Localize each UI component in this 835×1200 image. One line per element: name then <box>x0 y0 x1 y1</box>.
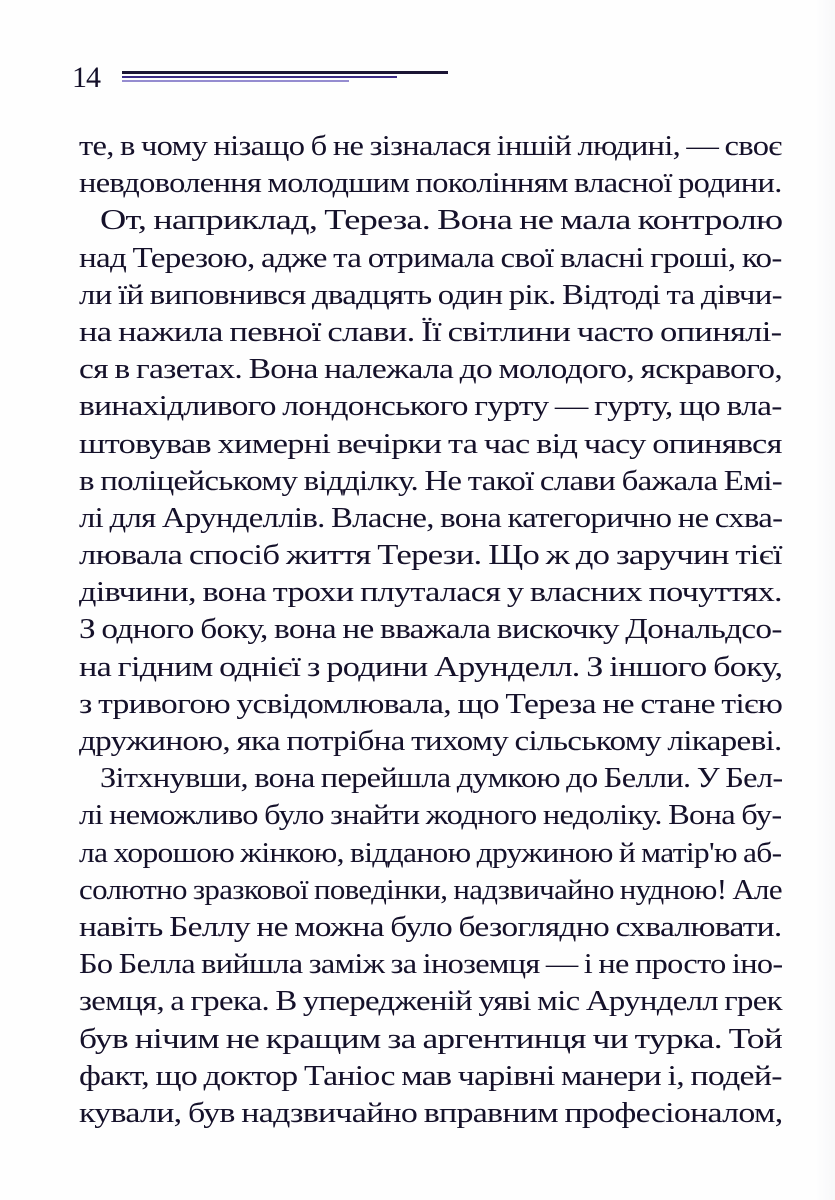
text-line: дружиною, яка потрібна тихому сільському лікареві. <box>79 726 782 757</box>
text-line: на нажила певної слави. Її світлини часто опинялі- <box>79 316 782 348</box>
text-line: лі неможливо було знайти жодного недоліку. Вона бу- <box>79 800 782 832</box>
text-line: винахідливого лондонського гурту — гурту, що вла- <box>79 391 782 423</box>
text-line: в поліцейському відділку. Не такої слави бажала Емі- <box>79 465 783 497</box>
text-line: Зітхнувши, вона перейшла думкою до Белли. У Бел- <box>100 763 783 795</box>
text-line: ла хорошою жінкою, відданою дружиною й матір'ю аб- <box>79 837 782 869</box>
text-line: штовував химерні вечірки та час від часу опинявся <box>79 428 782 460</box>
text-line: з тривогою усвідомлювала, що Тереза не стане тією <box>79 688 783 720</box>
text-line: солютно зразкової поведінки, надзвичайно нудною! Але <box>79 874 782 906</box>
running-head <box>72 60 472 100</box>
text-line: ли їй виповнився двадцять один рік. Відтоді та дівчи- <box>79 279 782 311</box>
text-line: на гідним однієї з родини Арунделл. З іншого боку, <box>79 651 783 683</box>
header-rule-thin <box>122 80 349 82</box>
body-text <box>79 128 782 1132</box>
text-line: Бо Белла вийшла заміж за іноземця — і не просто іно- <box>79 949 783 981</box>
text-line: невдоволення молодшим поколінням власної родини. <box>79 168 782 200</box>
text-line: От, наприклад, Тереза. Вона не мала контролю <box>100 205 783 237</box>
header-rule-thick <box>122 71 448 74</box>
text-line: земця, а грека. В упередженій уяві міс Арунделл грек <box>79 986 782 1018</box>
page-number: 14 <box>72 61 100 94</box>
page-edge-shadow <box>815 0 835 1200</box>
text-line: те, в чому нізащо б не зізналася іншій людині, — своє <box>79 131 782 162</box>
text-line: кували, був надзвичайно вправним професіоналом, <box>79 1097 783 1129</box>
text-line: лювала спосіб життя Терези. Що ж до заручин тієї <box>79 540 782 572</box>
text-line: лі для Арунделлів. Власне, вона категорично не схва- <box>79 502 783 534</box>
text-line: З одного боку, вона не вважала вискочку Дональдсо- <box>79 614 782 646</box>
text-line: був нічим не кращим за аргентинця чи турка. Той <box>79 1023 783 1055</box>
header-rule-medium <box>122 76 397 78</box>
text-line: факт, що доктор Таніос мав чарівні манери і, подей- <box>79 1060 782 1092</box>
text-line: дівчини, вона трохи плуталася у власних почуттях. <box>79 577 782 609</box>
text-line: над Терезою, адже та отримала свої власні гроші, ко- <box>79 242 782 274</box>
text-line: ся в газетах. Вона належала до молодого, яскравого, <box>79 354 783 386</box>
text-line: навіть Беллу не можна було безоглядно схвалювати. <box>79 911 782 943</box>
